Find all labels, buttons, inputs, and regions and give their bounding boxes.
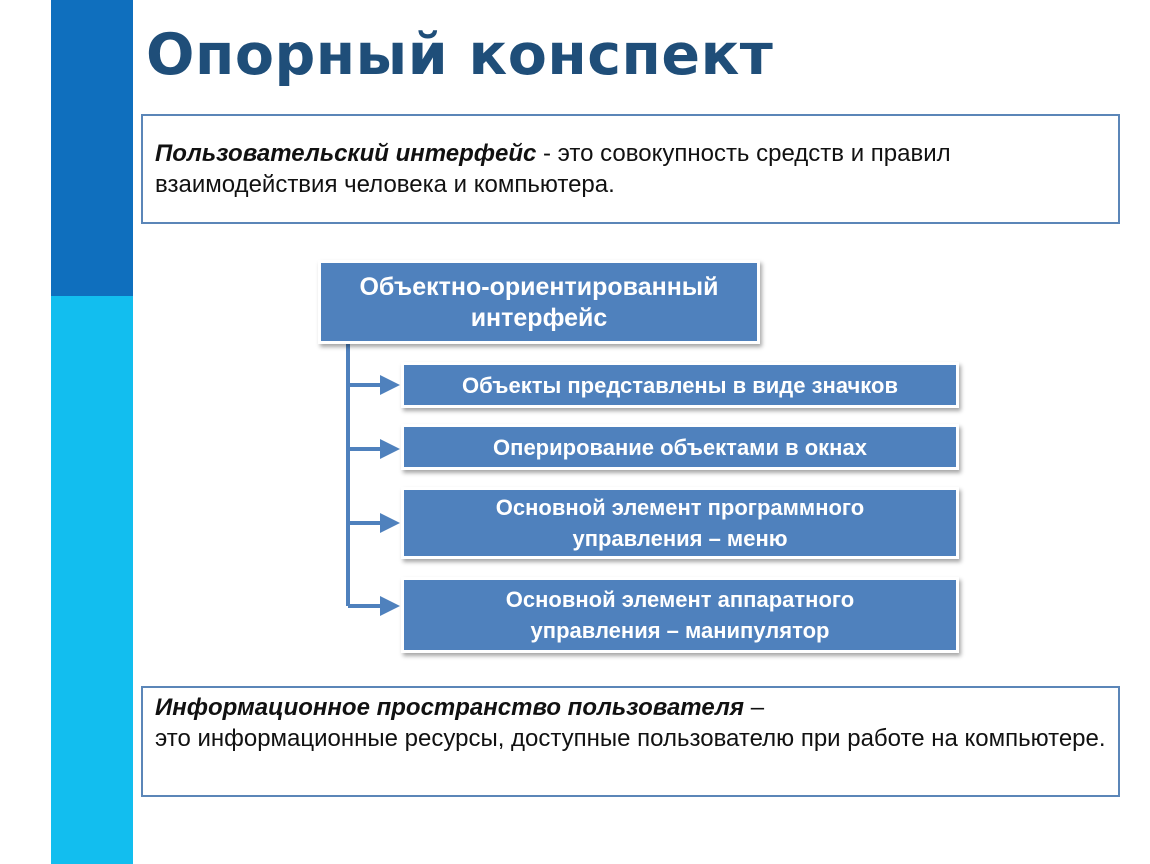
child-node-1 bbox=[401, 362, 959, 408]
root-node-label: Объектно-ориентированный интерфейс bbox=[359, 273, 719, 332]
child-node-2 bbox=[401, 424, 959, 470]
child-node-4 bbox=[401, 577, 959, 653]
definition-dash: – bbox=[744, 694, 765, 721]
definition-term: Пользовательский интерфейс bbox=[155, 140, 537, 167]
definition-box-interface bbox=[141, 114, 1120, 224]
child-node-3 bbox=[401, 487, 959, 559]
child-node-label: Оперирование объектами в окнах bbox=[493, 434, 867, 460]
child-node-label: Основной элемент аппаратного управления – манипулятор bbox=[505, 587, 855, 643]
child-node-label: Объекты представлены в виде значков bbox=[462, 372, 898, 398]
root-node bbox=[318, 260, 760, 344]
sidebar-light-band bbox=[51, 296, 133, 864]
definition-term: Информационное пространство пользователя bbox=[155, 694, 745, 721]
definition-text: это информационные ресурсы, доступные пользователю при работе на компьютере. bbox=[155, 725, 1106, 752]
definition-text: - это совокупность средств и правил взаимодействия человека и компьютера. bbox=[155, 140, 951, 198]
definition-box-info-space bbox=[141, 686, 1120, 797]
sidebar-dark-band bbox=[51, 0, 133, 296]
page-title: Опорный конспект bbox=[146, 22, 774, 88]
child-node-label: Основной элемент программного управления – меню bbox=[495, 495, 865, 551]
